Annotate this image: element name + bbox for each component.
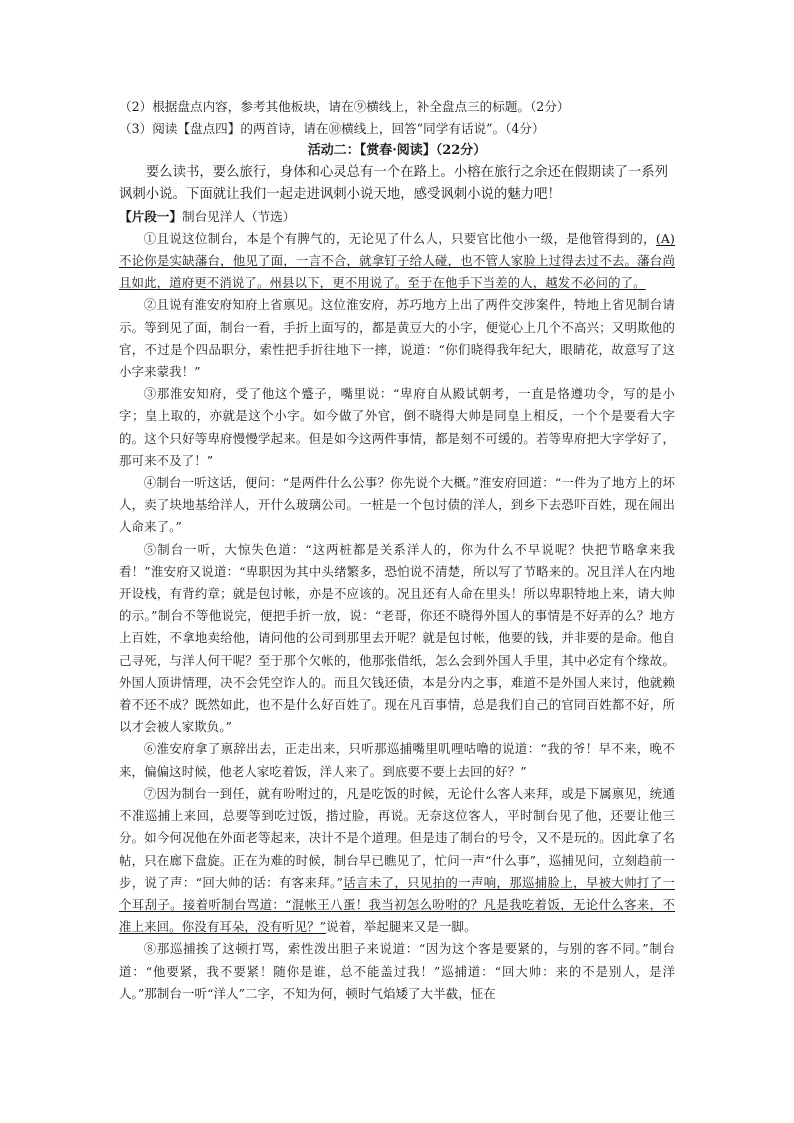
paragraph-6: ⑥淮安府拿了禀辞出去，正走出来，只听那巡捕嘴里叽哩咕噜的说道：“我的爷！早不来，晚不来，偏偏这时候，他老人家吃着饭，洋人来了。到底要不要上去回的好？” [119, 741, 675, 779]
paragraph-3: ③那淮安知府，受了他这个蹙子，嘴里说：“卑府自从殿试朝考，一直是恪遵功令，写的是小字；皇上取的，亦就是这个小字。如今做了外官，倒不晓得大帅是同皇上相反，一个个是要看大字的。这个只好等卑府慢慢学起来。但是如今这两件事情，都是刻不可缓的。若等卑府把大字学好了，那可来不及了！” [119, 386, 675, 468]
paragraph-7-tail: 说着，举起腿来又是一脚。 [326, 919, 477, 935]
paragraph-1-text: ①且说这位制台，本是个有脾气的，无论见了什么人，只要官比他小一级，是他管得到的， [143, 230, 656, 246]
paragraph-7 [119, 783, 675, 938]
paragraph-1 [119, 228, 675, 295]
paragraph-8: ⑧那巡捕挨了这顿打骂，索性泼出胆子来说道：“因为这个客是要紧的，与别的客不同。”制台道：“他要紧，我不要紧！随你是谁，总不能盖过我！”巡捕道：“回大帅：来的不是别人，是洋人。”那制台一听“洋人”二字，不知为何，顿时气焰矮了大半截，怔在 [119, 941, 675, 1001]
paragraph-5: ⑤制台一听，大惊失色道：“这两桩都是关系洋人的，你为什么不早说呢？快把节略拿来我看！”淮安府又说道：“卑职因为其中头绪繁多，恐怕说不清楚，所以写了节略来的。况且洋人在内地开设栈，有背约章；就是包讨帐，亦是不应该的。况且还有人命在里头！所以卑职特地上来，请大帅的示。”制台不等他说完，便把手折一放，说：“老哥，你还不晓得外国人的事情是不好弄的么？地方上百姓，不拿地卖给他，请问他的公司到那里去开呢？就是包讨帐，他要的钱，并非要的是命。他自己寻死，与洋人何干呢？至于那个欠帐的，他那张借纸，怎么会到外国人手里，其中必定有个缘故。外国人顶讲情理，决不会凭空诈人的。而且欠钱还债，本是分内之事，难道不是外国人来讨，他就赖着不还不成？既然如此，也不是什么好百姓了。现在凡百事情，总是我们自己的官同百姓都不好，所以才会被人家欺负。” [119, 541, 675, 735]
excerpt-heading [119, 206, 675, 228]
paragraph-4: ④制台一听这话，便问：“是两件什么公事？你先说个大概。”淮安府回道：“一件为了地方上的坏人，卖了块地基给洋人，开什么玻璃公司。一桩是一个包讨债的洋人，到乡下去恐吓百姓，现在闹出人命来了。” [119, 475, 675, 535]
excerpt-label: 【片段一】 [119, 208, 182, 224]
paragraph-2: ②且说有淮安府知府上省禀见。这位淮安府，苏巧地方上出了两件交涉案件，特地上省见制台请示。等到见了面，制台一看，手折上面写的，都是黄豆大的小字，便觉心上几个不高兴；又明欺他的官，不过是个四品职分，索性把手折往地下一摔，说道：“你们晓得我年纪大，眼睛花，故意写了这小字来蒙我！” [119, 297, 675, 380]
paragraph-7-text: ⑦因为制台一到任，就有吩咐过的，凡是吃饭的时候，无论什么客人来拜，或是下属禀见，统通不准巡捕上来回，总要等到吃过饭，揩过脸，再说。无奈这位客人，平时制台见了他，还要让他三分。如今何况他在外面老等起来，决计不是个道理。但是违了制台的号令，又不是玩的。因此拿了名帖，只在廊下盘旋。正在为难的时候，制台早已瞧见了，忙问一声“什么事”，巡捕见问，立刻趋前一步，说了声：“回大帅的话：有客来拜。” [119, 785, 675, 890]
paragraph-7-underlined: 话言未了，只见拍的一声响，那巡捕脸上，早被大帅打了一个耳刮子。接着听制台骂道：“混帐王八蛋！我当初怎么吩咐的？凡是我吃着饭，无论什么客来，不准上来回。你没有耳朵，没有听见？” [119, 874, 675, 935]
question-2: （2）根据盘点内容，参考其他板块，请在⑨横线上，补全盘点三的标题。（2分） [119, 99, 570, 114]
activity-title: 活动二：【赏春·阅读】（22分） [307, 142, 487, 158]
excerpt-title: 制台见洋人（节选） [181, 208, 296, 224]
paragraph-1-underlined: (A) 不论你是实缺藩台，他见了面，一言不合，就拿钉子给人碰，也不管人家脸上过得去过不去。藩台尚且如此，道府更不消说了。州县以下，更不用说了。至于在他手下当差的人，越发不必问的了。 [119, 230, 675, 291]
question-3: （3）阅读【盘点四】的两首诗，请在⑩横线上，回答“同学有话说”。（4分） [119, 120, 545, 136]
document-content [119, 96, 675, 1005]
intro-paragraph: 要么读书，要么旅行，身体和心灵总有一个在路上。小榕在旅行之余还在假期读了一系列讽刺小说。下面就让我们一起走进讽刺小说天地，感受讽刺小说的魅力吧！ [119, 164, 669, 202]
